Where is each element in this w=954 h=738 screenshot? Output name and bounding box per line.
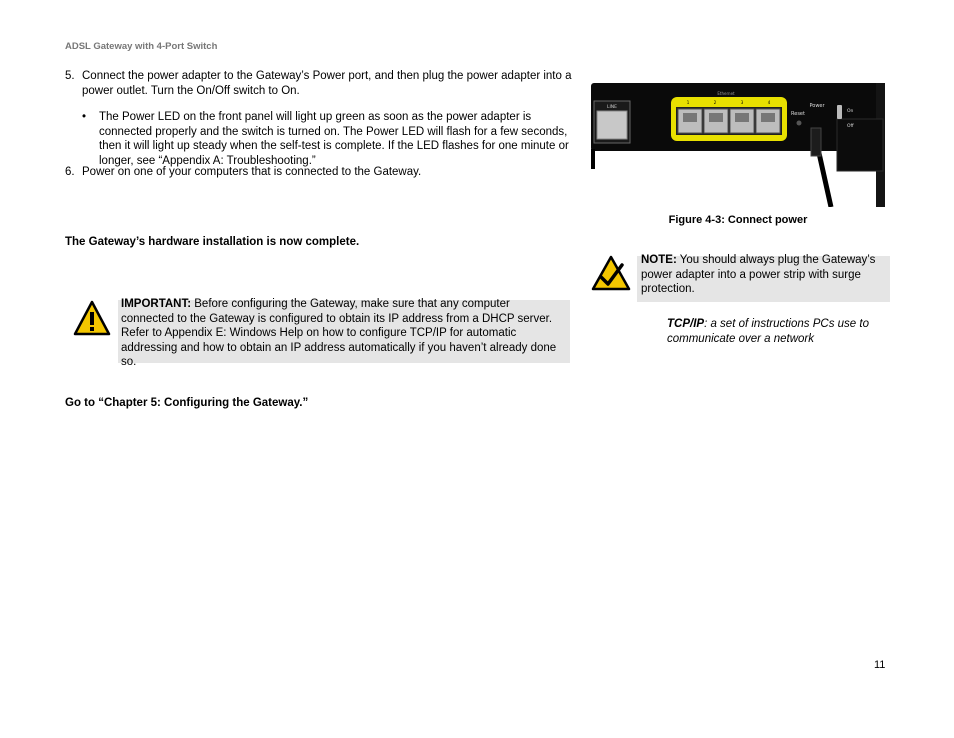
reset-label: Reset [791, 111, 805, 117]
note-label: NOTE: [641, 254, 677, 266]
page-number: 11 [874, 659, 886, 671]
bullet-power-led [82, 110, 582, 168]
gateway-back-panel-figure [591, 83, 885, 207]
line-port-label: LINE [606, 105, 618, 110]
running-header: ADSL Gateway with 4-Port Switch [65, 41, 218, 52]
glossary-tcp-ip [667, 317, 882, 346]
goto-chapter-text: Go to “Chapter 5: Configuring the Gateway.” [65, 397, 309, 409]
warning-icon [73, 300, 111, 336]
step-5 [65, 69, 580, 98]
switch-off-label: Off [847, 124, 854, 129]
bullet-symbol: • [82, 111, 87, 123]
important-label: IMPORTANT: [121, 298, 192, 310]
power-label: Power [809, 103, 825, 109]
step-text: Connect the power adapter to the Gateway’s Power port, and then plug the power adapter into a power outlet. Turn the On/Off switch to On. [82, 70, 572, 97]
important-body: Before configuring the Gateway, make sure that any computer connected to the Gateway is configured to obtain its IP address from a DHCP server. Refer to Appendix E: Windows Help on how to configure TCP/IP for automatic addressing and how to obtain an IP address automatically if you haven’t already done so. [121, 298, 557, 368]
ethernet-label: Ethernet [717, 91, 735, 96]
bullet-text: The Power LED on the front panel will light up green as soon as the power adapter is connected properly and the switch is turned on. The Power LED will flash for a few seconds, then it will light up steady when the self-test is complete. If the LED flashes for one minute or longer, see “Appendix A: Troubleshooting.” [99, 111, 569, 167]
step-number: 6. [65, 166, 75, 178]
checkmark-icon [591, 255, 631, 291]
port-number: 2 [713, 100, 717, 105]
figure-caption: Figure 4-3: Connect power [668, 214, 808, 226]
glossary-term: TCP/IP [667, 318, 705, 330]
step-number: 5. [65, 70, 75, 82]
step-6 [65, 165, 580, 180]
port-number: 4 [767, 100, 771, 105]
glossary-definition: : a set of instructions PCs use to communicate over a network [667, 318, 869, 345]
switch-on-label: On [847, 109, 854, 114]
note-body: You should always plug the Gateway’s power adapter into a power strip with surge protection. [641, 254, 876, 295]
installation-complete-text: The Gateway’s hardware installation is now complete. [65, 236, 360, 248]
note-callout-text [641, 253, 889, 297]
important-callout-text [121, 297, 566, 370]
port-number: 3 [740, 100, 744, 105]
step-text: Power on one of your computers that is connected to the Gateway. [82, 166, 422, 178]
port-number: 1 [686, 100, 690, 105]
